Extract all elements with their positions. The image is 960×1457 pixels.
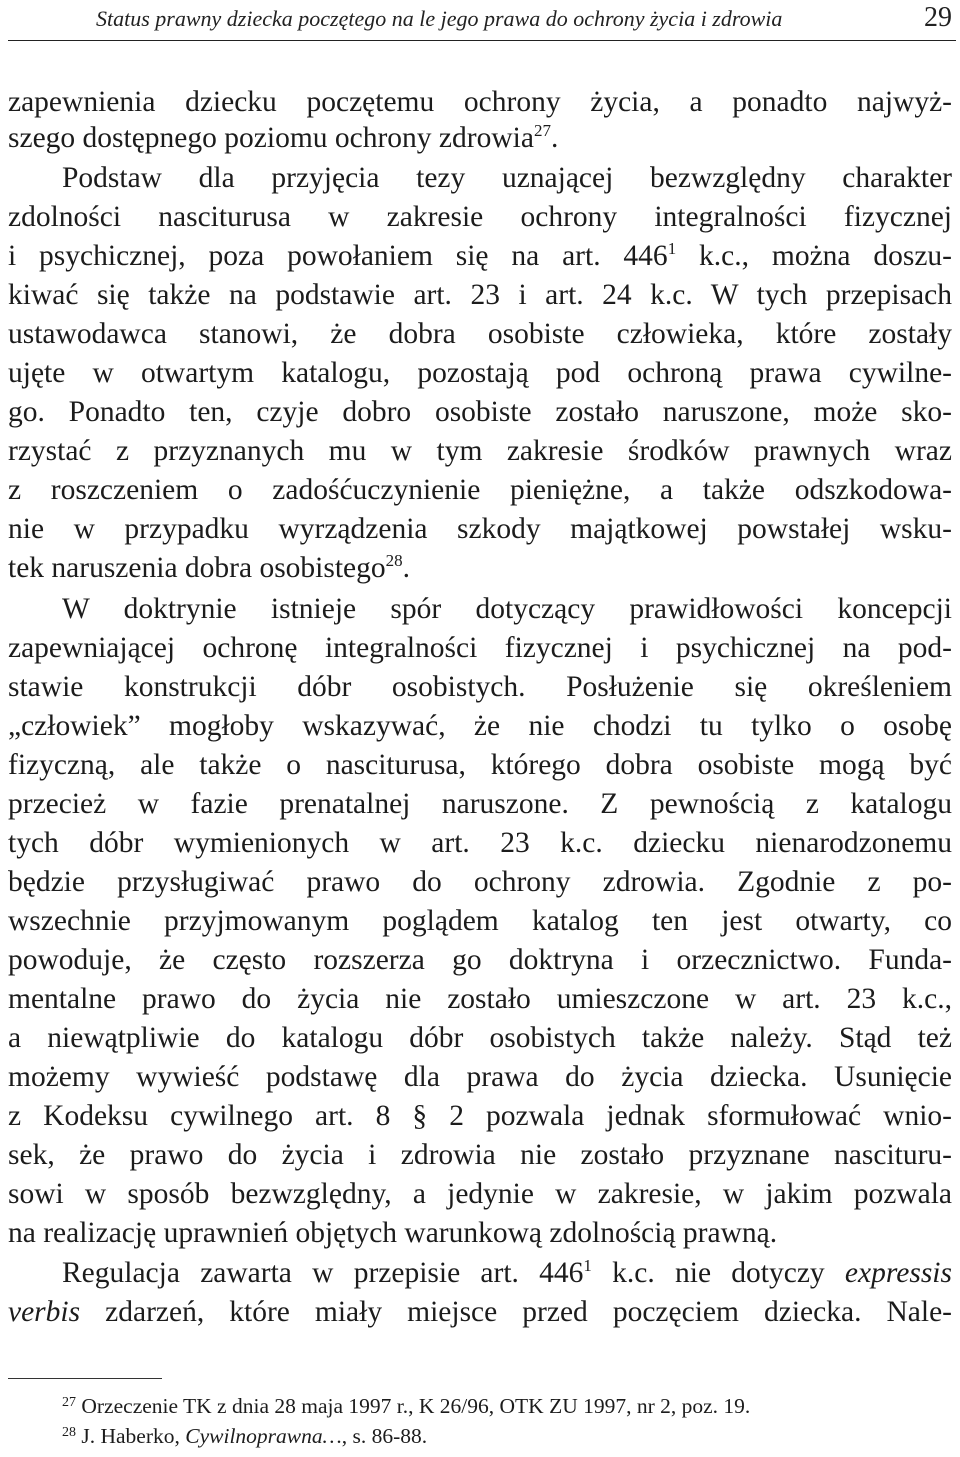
- text-line: zdolności nasciturusa w zakresie ochrony integralności fizycznej: [8, 201, 952, 233]
- text-line: powoduje, że często rozszerza go doktryna i orzecznictwo. Funda-: [8, 944, 952, 976]
- footnote-27: [62, 1393, 750, 1419]
- text-line: a niewątpliwie do katalogu dóbr osobistych także należy. Stąd też: [8, 1022, 952, 1054]
- text-run: .: [550, 122, 559, 154]
- text-line: mentalne prawo do życia nie zostało umieszczone w art. 23 k.c.,: [8, 983, 952, 1015]
- text-run: .: [402, 552, 411, 584]
- text-line: stawie konstrukcji dóbr osobistych. Posłużenie się określeniem: [8, 671, 952, 703]
- text-line: [8, 1294, 952, 1330]
- text-line: możemy wywieść podstawę dla prawa do życia dziecka. Usunięcie: [8, 1061, 952, 1093]
- page-header: [8, 0, 956, 41]
- footnote-ref-28: 28: [385, 551, 403, 570]
- italic-run: expressis: [844, 1257, 952, 1289]
- text-line: go. Ponadto ten, czyje dobro osobiste zostało naruszone, może sko-: [8, 396, 952, 428]
- text-line: nie w przypadku wyrządzenia szkody majątkowej powstałej wsku-: [8, 513, 952, 545]
- footnote-separator: [8, 1378, 162, 1379]
- italic-run: verbis: [8, 1296, 81, 1328]
- text-line: Podstaw dla przyjęcia tezy uznającej bezwzględny charakter: [62, 162, 952, 194]
- text-line: [8, 550, 952, 586]
- footnote-28: [62, 1423, 427, 1449]
- text-line: kiwać się także na podstawie art. 23 i art. 24 k.c. W tych przepisach: [8, 279, 952, 311]
- text-run: szego dostępnego poziomu ochrony zdrowia: [8, 122, 534, 154]
- footnote-number: 28: [62, 1425, 76, 1440]
- text-line: będzie przysługiwać prawo do ochrony zdrowia. Zgodnie z po-: [8, 866, 952, 898]
- text-line: sek, że prawo do życia i zdrowia nie zostało przyznane nascituru-: [8, 1139, 952, 1171]
- text-line: tych dóbr wymienionych w art. 23 k.c. dziecku nienarodzonemu: [8, 827, 952, 859]
- text-line: [8, 120, 952, 156]
- text-run: k.c. nie dotyczy: [591, 1257, 845, 1289]
- text-line: na realizację uprawnień objętych warunkową zdolnością prawną.: [8, 1217, 778, 1249]
- text-line: sowi w sposób bezwzględny, a jedynie w zakresie, w jakim pozwala: [8, 1178, 952, 1210]
- text-line: [62, 1255, 952, 1291]
- text-line: W doktrynie istnieje spór dotyczący prawidłowości koncepcji: [62, 593, 952, 625]
- text-line: [8, 238, 952, 274]
- superscript: 1: [583, 1256, 592, 1275]
- text-line: „człowiek” mogłoby wskazywać, że nie chodzi tu tylko o osobę: [8, 710, 952, 742]
- page-number: 29: [924, 2, 952, 33]
- footnote-text: J. Haberko,: [76, 1424, 186, 1448]
- footnote-italic: Cywilnoprawna…: [185, 1424, 342, 1448]
- text-line: zapewnienia dziecku poczętemu ochrony życia, a ponadto najwyż-: [8, 86, 952, 118]
- footnote-text: Orzeczenie TK z dnia 28 maja 1997 r., K 26/96, OTK ZU 1997, nr 2, poz. 19.: [76, 1394, 751, 1418]
- footnote-ref-27: 27: [533, 121, 551, 140]
- text-run: tek naruszenia dobra osobistego: [8, 552, 386, 584]
- text-line: zapewniającej ochronę integralności fizycznej i psychicznej na pod-: [8, 632, 952, 664]
- text-line: przecież w fazie prenatalnej naruszone. Z pewnością z katalogu: [8, 788, 952, 820]
- text-line: z Kodeksu cywilnego art. 8 § 2 pozwala jednak sformułować wnio-: [8, 1100, 952, 1132]
- text-run: i psychicznej, poza powołaniem się na art. 446: [8, 240, 668, 272]
- text-run: Regulacja zawarta w przepisie art. 446: [62, 1257, 584, 1289]
- text-run: k.c., można doszu-: [676, 240, 953, 272]
- text-line: fizyczną, ale także o nasciturusa, którego dobra osobiste mogą być: [8, 749, 952, 781]
- text-line: ujęte w otwartym katalogu, pozostają pod ochroną prawa cywilne-: [8, 357, 952, 389]
- running-head: Status prawny dziecka poczętego na le jego prawa do ochrony życia i zdrowia: [96, 6, 783, 31]
- text-line: rzystać z przyznanych mu w tym zakresie środków prawnych wraz: [8, 435, 952, 467]
- text-run: zdarzeń, które miały miejsce przed poczęciem dziecka. Nale-: [80, 1296, 952, 1328]
- footnote-text: , s. 86-88.: [341, 1424, 428, 1448]
- text-line: ustawodawca stanowi, że dobra osobiste człowieka, które zostały: [8, 318, 952, 350]
- footnote-number: 27: [62, 1395, 76, 1410]
- text-line: wszechnie przyjmowanym poglądem katalog ten jest otwarty, co: [8, 905, 952, 937]
- superscript: 1: [667, 239, 677, 258]
- text-line: z roszczeniem o zadośćuczynienie pieniężne, a także odszkodowa-: [8, 474, 952, 506]
